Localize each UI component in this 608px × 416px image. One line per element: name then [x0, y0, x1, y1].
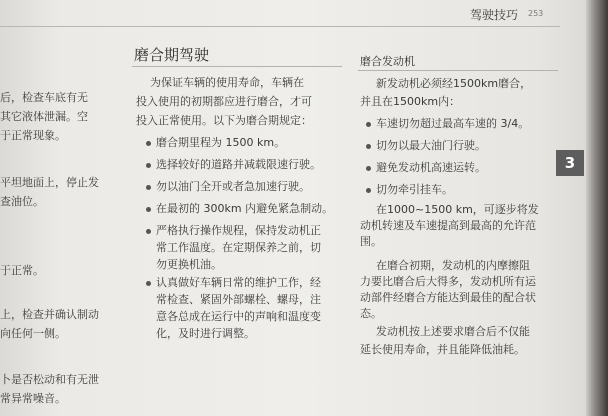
- left-fragment: 卜是否松动和有无泄: [0, 373, 99, 386]
- bullet-text: 勿以油门全开或者急加速行驶。: [156, 180, 310, 193]
- bullet-text: 化，及时进行调整。: [156, 327, 255, 340]
- left-fragment: 常异常噪音。: [0, 392, 66, 405]
- bullet-text: 常检查、紧固外部螺栓、螺母，注: [156, 293, 321, 306]
- intro-line: 并且在1500km内：: [360, 95, 461, 108]
- intro-line: 投入正常使用。以下为磨合期规定：: [136, 114, 312, 127]
- paragraph-line: 围。: [360, 235, 382, 248]
- left-fragment: 向任何一侧。: [0, 327, 66, 340]
- heading-rule: [358, 70, 558, 71]
- bullet-dot: [146, 185, 151, 190]
- left-fragment: 平坦地面上，停止发: [0, 176, 99, 189]
- bullet-dot: [366, 122, 371, 127]
- left-fragment: 后，检查车底有无: [0, 91, 88, 104]
- bullet-dot: [366, 166, 371, 171]
- bullet-dot: [366, 188, 371, 193]
- bullet-text: 认真做好车辆日常的维护工作，经: [156, 276, 321, 289]
- paragraph-line: 动部件经磨合方能达到最佳的配合状: [360, 291, 536, 304]
- section-heading-engine: 磨合发动机: [360, 55, 415, 68]
- paragraph-line: 在磨合初期，发动机的内摩擦阻: [376, 259, 530, 272]
- bullet-text: 严格执行操作规程，保持发动机正: [156, 224, 321, 237]
- header-rule: [0, 26, 560, 27]
- section-heading-break-in: 磨合期驾驶: [134, 46, 210, 64]
- intro-line: 为保证车辆的使用寿命，车辆在: [150, 76, 304, 89]
- bullet-text: 在最初的 300km 内避免紧急制动。: [156, 202, 334, 215]
- paragraph-line: 在1000~1500 km，可逐步将发: [376, 203, 539, 216]
- heading-rule: [132, 66, 342, 67]
- left-fragment: 查油位。: [0, 195, 44, 208]
- left-fragment: 其它液体泄漏。空: [0, 110, 88, 123]
- page-number: 253: [528, 9, 544, 18]
- bullet-text: 意各总成在运行中的声响和温度变: [156, 310, 321, 323]
- bullet-dot: [146, 141, 151, 146]
- paragraph-line: 力要比磨合后大得多，发动机所有运: [360, 275, 536, 288]
- bullet-dot: [146, 163, 151, 168]
- bullet-text: 切勿以最大油门行驶。: [376, 139, 486, 152]
- left-fragment: 于正常现象。: [0, 129, 66, 142]
- bullet-text: 常工作温度。在定期保养之前，切: [156, 241, 321, 254]
- bullet-text: 勿更换机油。: [156, 258, 222, 271]
- page-edge-shadow: [586, 0, 608, 416]
- bullet-text: 磨合期里程为 1500 km。: [156, 136, 286, 149]
- bullet-dot: [146, 207, 151, 212]
- bullet-dot: [146, 281, 151, 286]
- bullet-text: 选择较好的道路并减载限速行驶。: [156, 158, 321, 171]
- bullet-dot: [366, 144, 371, 149]
- paragraph-line: 态。: [360, 307, 382, 320]
- paragraph-line: 动机转速及车速提高到最高的允许范: [360, 219, 536, 232]
- intro-line: 新发动机必须经1500km磨合，: [376, 77, 532, 90]
- paragraph-line: 发动机按上述要求磨合后不仅能: [376, 325, 530, 338]
- left-fragment: 上，检查并确认制动: [0, 308, 99, 321]
- chapter-tab: 3: [556, 150, 584, 176]
- intro-line: 投入使用的初期都应进行磨合，才可: [136, 95, 312, 108]
- bullet-text: 避免发动机高速运转。: [376, 161, 486, 174]
- paragraph-line: 延长使用寿命，并且能降低油耗。: [360, 343, 525, 356]
- running-header-title: 驾驶技巧: [470, 8, 519, 22]
- bullet-text: 车速切勿超过最高车速的 3/4。: [376, 117, 530, 130]
- bullet-text: 切勿牵引挂车。: [376, 183, 453, 196]
- bullet-dot: [146, 229, 151, 234]
- left-fragment: 于正常。: [0, 264, 44, 277]
